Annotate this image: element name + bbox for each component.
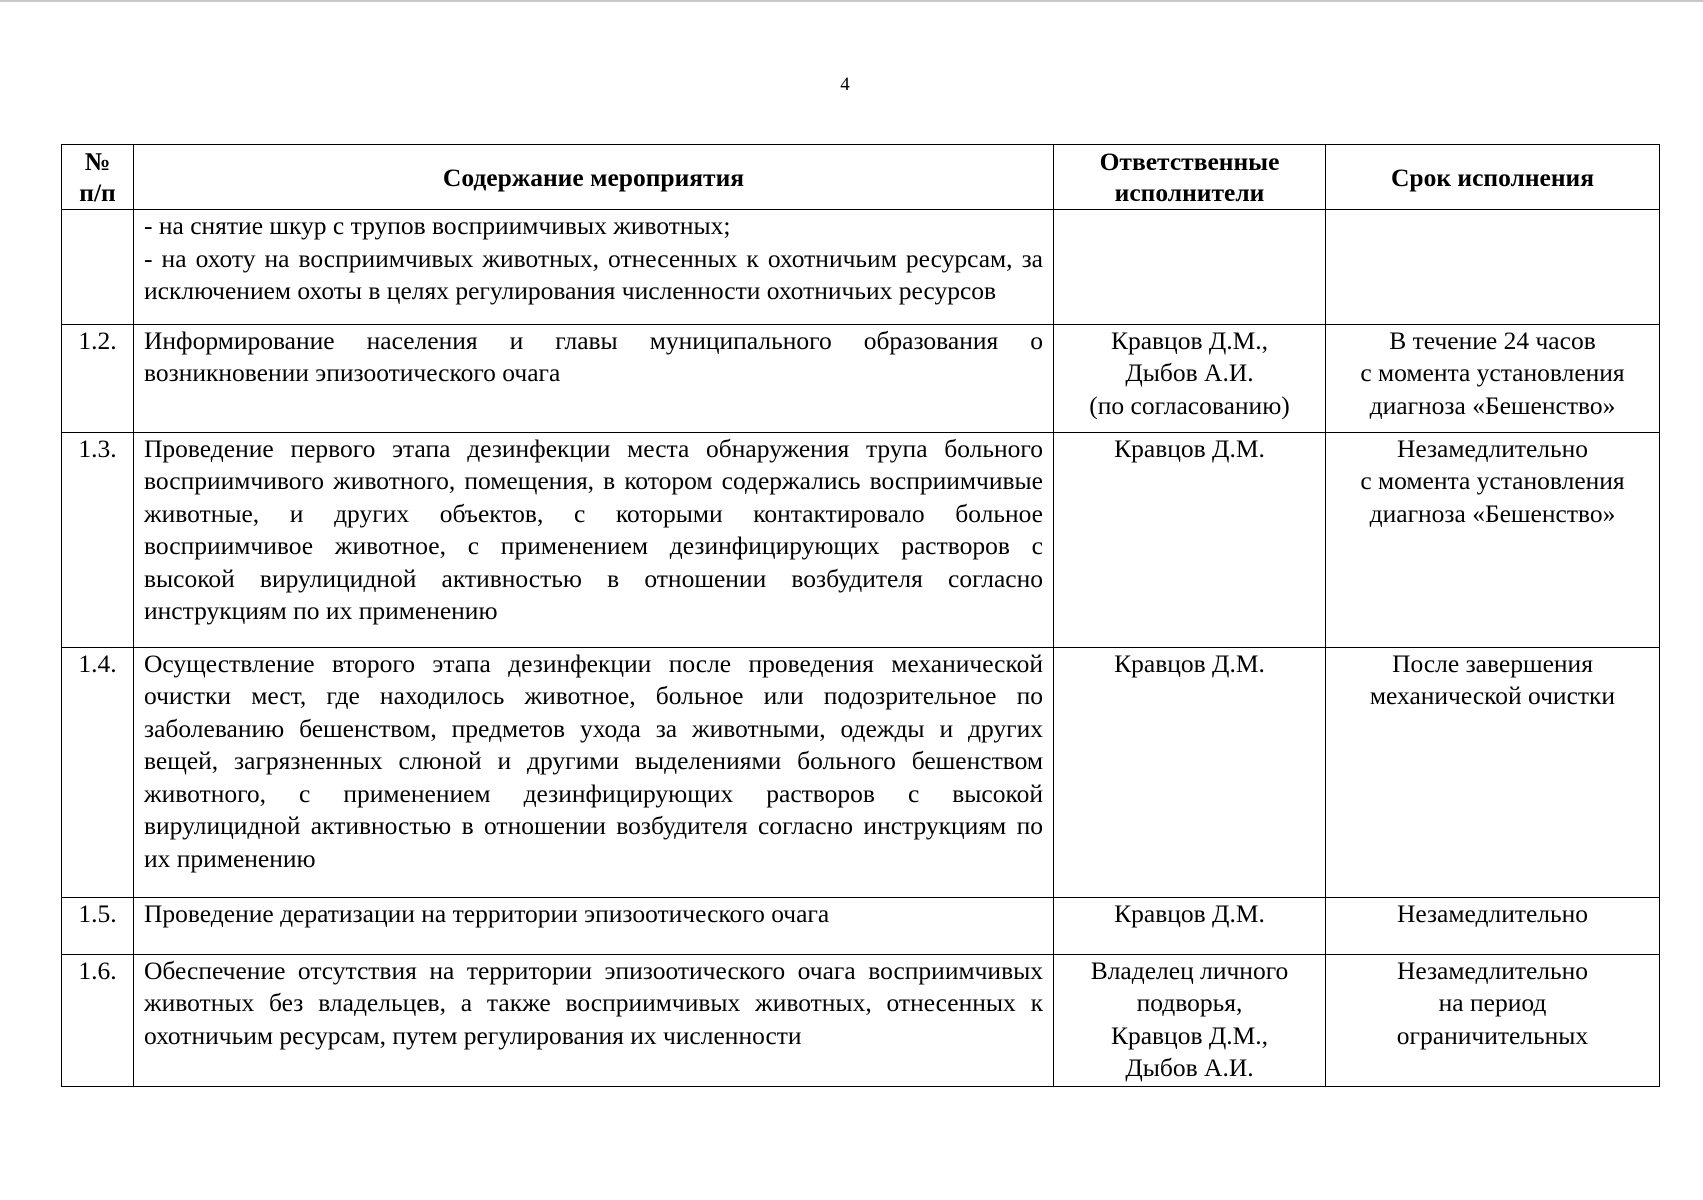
row-content-line: Осуществление второго этапа дезинфекции после проведения механической очистки мест, где находилось животное, больное или подозрительное по заболеванию бешенством, предметов ухода за животными, одежды и других вещей, загрязненных слюной и другими выделениями больного бешенством животного, с применением дезинфицирующих растворов с высокой вирулицидной активностью в отношении возбудителя согласно инструкциям по их применению xyxy=(144,648,1043,873)
row-number: 1.5. xyxy=(62,897,134,954)
row-responsible-line: подворья, xyxy=(1136,988,1243,1017)
header-term: Срок исполнения xyxy=(1326,145,1660,210)
row-term-line: После завершения xyxy=(1392,648,1593,678)
row-term-line: диагноза «Бешенство» xyxy=(1369,390,1616,420)
row-responsible-line: Владелец личного xyxy=(1090,955,1289,985)
row-term-line: Незамедлительно xyxy=(1396,898,1589,928)
row-term xyxy=(1326,210,1660,325)
row-responsible-line: Кравцов Д.М. xyxy=(1114,433,1265,463)
row-term-line: с момента установления xyxy=(1360,358,1625,387)
row-responsible-line: (по согласованию) xyxy=(1089,390,1290,420)
table-row xyxy=(62,897,1660,954)
row-number: 1.2. xyxy=(62,324,134,432)
table-row xyxy=(62,647,1660,897)
row-responsible xyxy=(1054,954,1326,1086)
row-term-line: ограничительных xyxy=(1396,1020,1589,1050)
row-responsible-line: Кравцов Д.М. xyxy=(1114,648,1265,678)
row-term xyxy=(1326,324,1660,432)
row-term-line: Незамедлительно xyxy=(1396,955,1589,985)
row-content-line: Проведение первого этапа дезинфекции места обнаружения трупа больного восприимчивого животного, помещения, в котором содержались восприимчивые животные, и других объектов, с которыми контактировало больное восприимчивое животное, с применением дезинфицирующих растворов с высокой вирулицидной активностью в отношении возбудителя согласно инструкциям по их применению xyxy=(144,433,1043,625)
row-content xyxy=(134,324,1054,432)
row-term-line: с момента установления xyxy=(1360,466,1625,495)
row-term xyxy=(1326,954,1660,1086)
row-number: 1.6. xyxy=(62,954,134,1086)
row-content xyxy=(134,647,1054,897)
header-number-line-1: № xyxy=(84,147,111,176)
page-number: 4 xyxy=(840,74,850,95)
row-responsible xyxy=(1054,210,1326,325)
row-responsible-line: Кравцов Д.М., xyxy=(1110,1020,1269,1050)
row-responsible xyxy=(1054,647,1326,897)
row-responsible-line: Кравцов Д.М., xyxy=(1110,325,1269,355)
table-row xyxy=(62,210,1660,325)
row-content xyxy=(134,897,1054,954)
row-responsible xyxy=(1054,897,1326,954)
header-number xyxy=(62,145,134,210)
row-term xyxy=(1326,432,1660,647)
row-content xyxy=(134,432,1054,647)
table-header-row xyxy=(62,145,1660,210)
row-content-line: Информирование населения и главы муниципального образования о возникновении эпизоотического очага xyxy=(144,325,1043,387)
row-number: 1.3. xyxy=(62,432,134,647)
measures-table xyxy=(61,144,1660,1087)
row-term-line: диагноза «Бешенство» xyxy=(1369,498,1616,528)
row-content xyxy=(134,210,1054,325)
row-content-line: - на охоту на восприимчивых животных, отнесенных к охотничьим ресурсам, за исключением охоты в целях регулирования численности охотничьих ресурсов xyxy=(144,243,1043,305)
row-term xyxy=(1326,897,1660,954)
row-responsible-line: Дыбов А.И. xyxy=(1125,1053,1254,1082)
row-content-line: Проведение дератизации на территории эпизоотического очага xyxy=(144,898,830,928)
header-responsible-line-1: Ответственные xyxy=(1099,147,1280,176)
row-content-line: Обеспечение отсутствия на территории эпизоотического очага восприимчивых животных без владельцев, а также восприимчивых животных, отнесенных к охотничьим ресурсам, путем регулирования их численности xyxy=(144,955,1043,1050)
table-row xyxy=(62,432,1660,647)
row-responsible xyxy=(1054,324,1326,432)
row-term-line: механической очистки xyxy=(1369,681,1616,710)
header-responsible-line-2: исполнители xyxy=(1114,178,1265,207)
row-term-line: на период xyxy=(1438,988,1547,1017)
row-term-line: Незамедлительно xyxy=(1396,433,1589,463)
row-number xyxy=(62,210,134,325)
row-content xyxy=(134,954,1054,1086)
table-row xyxy=(62,954,1660,1086)
header-responsible xyxy=(1054,145,1326,210)
header-content: Содержание мероприятия xyxy=(134,145,1054,210)
scan-top-edge xyxy=(0,0,1703,2)
row-responsible xyxy=(1054,432,1326,647)
row-responsible-line: Дыбов А.И. xyxy=(1125,358,1254,387)
row-responsible-line: Кравцов Д.М. xyxy=(1114,898,1265,928)
row-content-line: - на снятие шкур с трупов восприимчивых животных; xyxy=(144,211,731,240)
row-number: 1.4. xyxy=(62,647,134,897)
row-term-line: В течение 24 часов xyxy=(1389,325,1596,355)
header-number-line-2: п/п xyxy=(79,178,116,207)
row-term xyxy=(1326,647,1660,897)
table-row xyxy=(62,324,1660,432)
